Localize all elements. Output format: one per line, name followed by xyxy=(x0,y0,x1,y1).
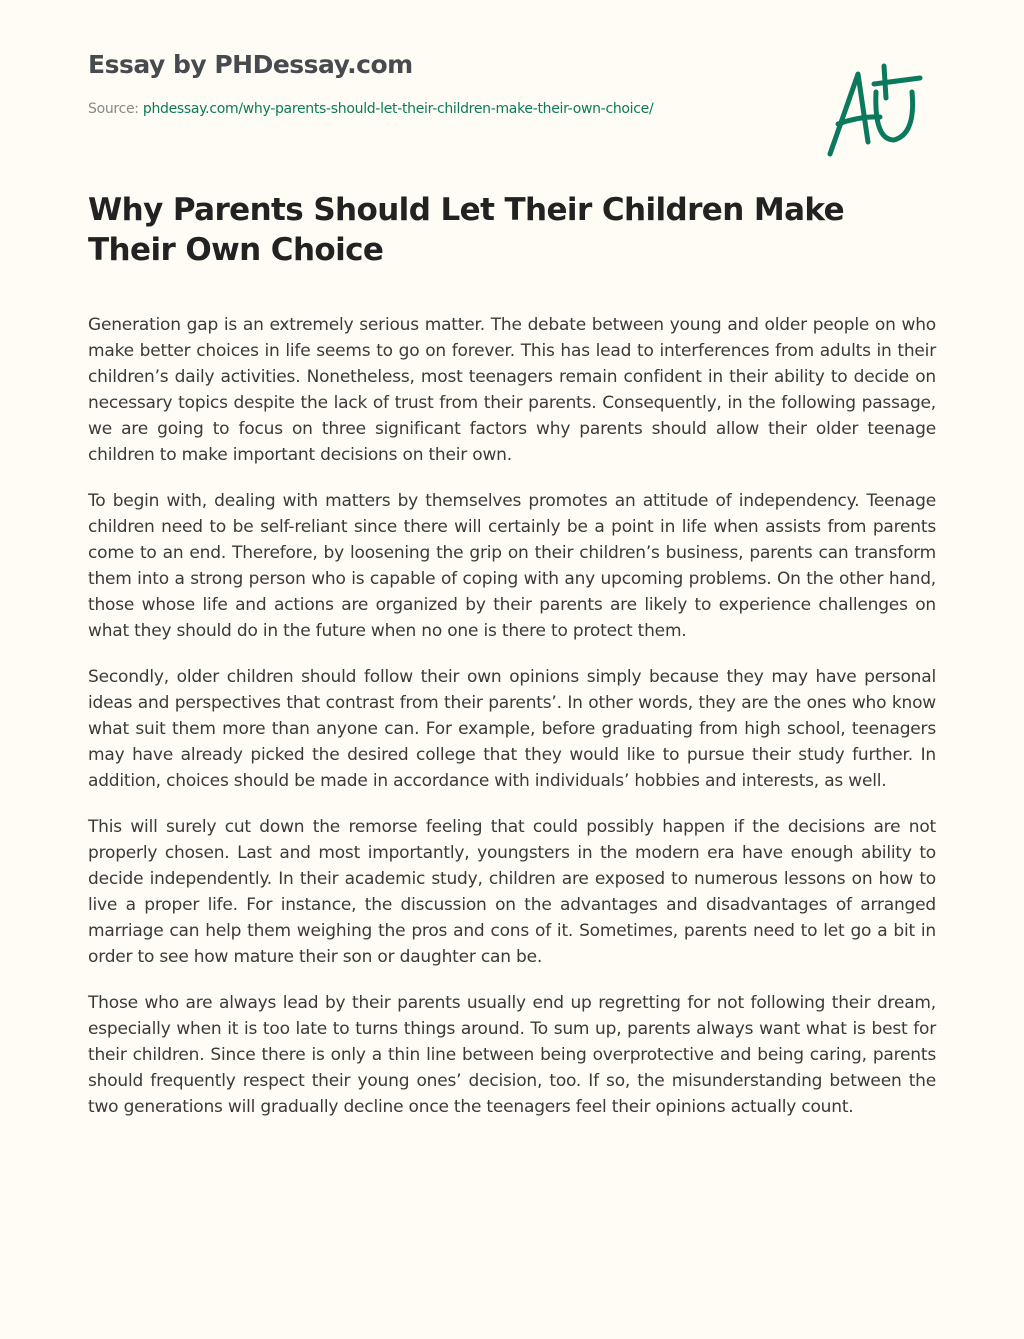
paragraph: To begin with, dealing with matters by themselves promotes an attitude of independency. Teenage children need to be self-reliant since there will certainly be a point in life when assists from parents come to an end. Therefore, by loosening the grip on their children’s business, parents can transform them into a strong person who is capable of coping with any upcoming problems. On the other hand, those whose life and actions are organized by their parents are likely to experience challenges on what they should do in the future when no one is there to protect them. xyxy=(88,491,936,641)
essay-body xyxy=(88,312,936,1140)
paragraph: This will surely cut down the remorse feeling that could possibly happen if the decisions are not properly chosen. Last and most importantly, youngsters in the modern era have enough ability to decide independently. In their academic study, children are exposed to numerous lessons on how to live a proper life. For instance, the discussion on the advantages and disadvantages of arranged marriage can help them weighing the pros and cons of it. Sometimes, parents need to let go a bit in order to see how mature their son or daughter can be. xyxy=(88,817,936,967)
source-link[interactable]: phdessay.com/why-parents-should-let-their-children-make-their-own-choice/ xyxy=(142,101,654,117)
paragraph: Secondly, older children should follow their own opinions simply because they may have personal ideas and perspectives that contrast from their parents’. In other words, they are the ones who know what suit them more than anyone can. For example, before graduating from high school, teenagers may have already picked the desired college that they would like to pursue their study further. In addition, choices should be made in accordance with individuals’ hobbies and interests, as well. xyxy=(88,667,936,791)
source-label: Source: xyxy=(88,101,139,117)
a-plus-logo-icon xyxy=(820,62,930,162)
site-brand: Essay by PHDessay.com xyxy=(88,50,413,79)
source-line xyxy=(88,101,653,117)
paragraph: Generation gap is an extremely serious matter. The debate between young and older people on who make better choices in life seems to go on forever. This has lead to interferences from adults in their children’s daily activities. Nonetheless, most teenagers remain confident in their ability to decide on necessary topics despite the lack of trust from their parents. Consequently, in the following passage, we are going to focus on three significant factors why parents should allow their older teenage children to make important decisions on their own. xyxy=(88,315,936,465)
paragraph: Those who are always lead by their parents usually end up regretting for not following their dream, especially when it is too late to turns things around. To sum up, parents always want what is best for their children. Since there is only a thin line between being overprotective and being caring, parents should frequently respect their young ones’ decision, too. If so, the misunderstanding between the two generations will gradually decline once the teenagers feel their opinions actually count. xyxy=(88,993,936,1117)
essay-title: Why Parents Should Let Their Children Make Their Own Choice xyxy=(88,192,845,268)
